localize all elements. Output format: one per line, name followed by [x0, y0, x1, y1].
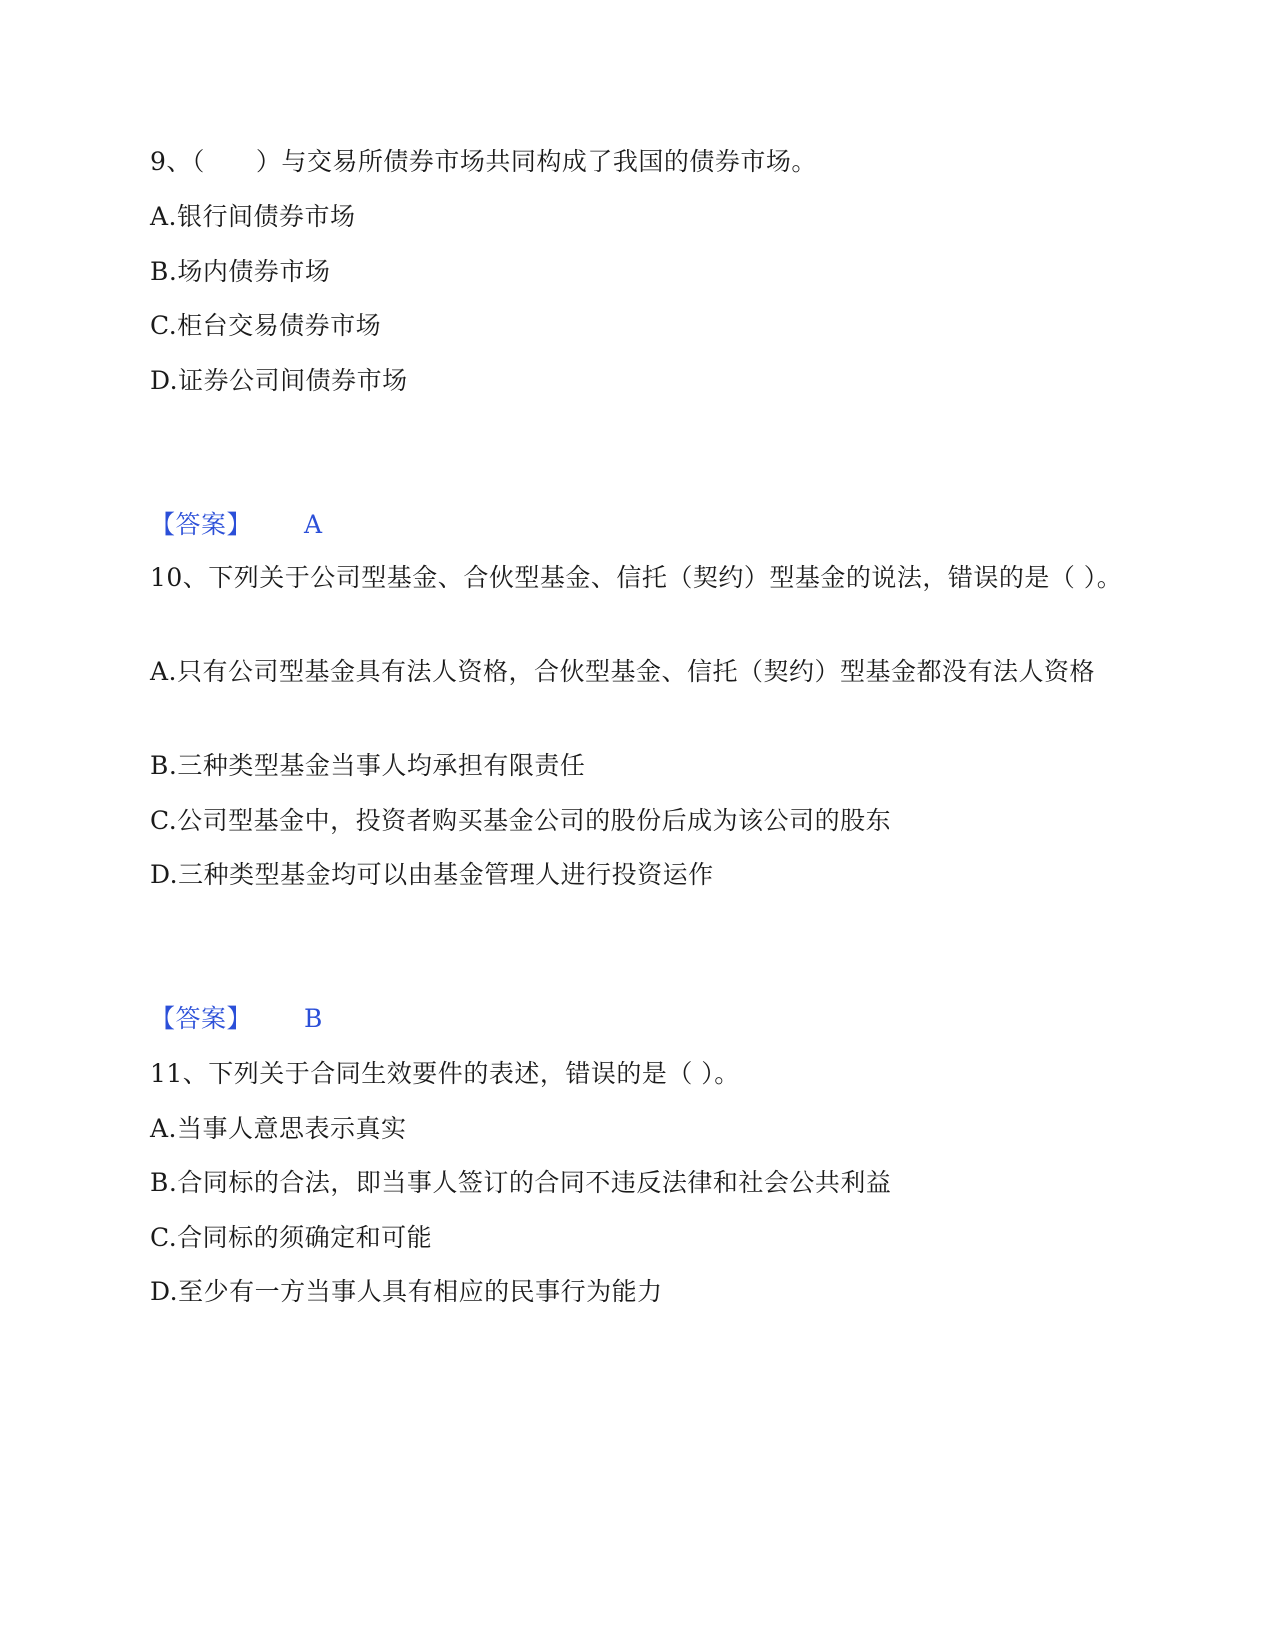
answer-9-label: 【答案】 [150, 510, 253, 539]
question-9-stem: 9、（ ）与交易所债券市场共同构成了我国的债券市场。 [150, 147, 817, 176]
answer-9 [150, 505, 1130, 544]
question-10-option-d: D.三种类型基金均可以由基金管理人进行投资运作 [150, 860, 714, 889]
question-11-stem: 11、下列关于合同生效要件的表述，错误的是（ ）。 [150, 1059, 740, 1088]
question-11-option-d: D.至少有一方当事人具有相应的民事行为能力 [150, 1277, 663, 1306]
answer-10-label: 【答案】 [150, 1004, 253, 1033]
question-10-option-a: A.只有公司型基金具有法人资格，合伙型基金、信托（契约）型基金都没有法人资格 [150, 657, 1096, 686]
question-9-option-a: A.银行间债券市场 [150, 202, 356, 231]
question-9-option-b: B.场内债券市场 [150, 257, 331, 286]
question-9-option-c: C.柜台交易债券市场 [150, 311, 382, 340]
answer-9-value: A [304, 510, 323, 539]
question-11-option-b: B.合同标的合法，即当事人签订的合同不违反法律和社会公共利益 [150, 1168, 892, 1197]
question-11-option-c: C.合同标的须确定和可能 [150, 1223, 433, 1252]
question-9-option-d: D.证券公司间债券市场 [150, 366, 408, 395]
question-10-option-c: C.公司型基金中，投资者购买基金公司的股份后成为该公司的股东 [150, 806, 892, 835]
question-10-stem: 10、下列关于公司型基金、合伙型基金、信托（契约）型基金的说法，错误的是（ ）。 [150, 563, 1123, 592]
question-10-option-b: B.三种类型基金当事人均承担有限责任 [150, 751, 586, 780]
question-11-option-a: A.当事人意思表示真实 [150, 1114, 407, 1143]
answer-10-value: B [304, 1004, 323, 1033]
answer-10 [150, 999, 1130, 1038]
